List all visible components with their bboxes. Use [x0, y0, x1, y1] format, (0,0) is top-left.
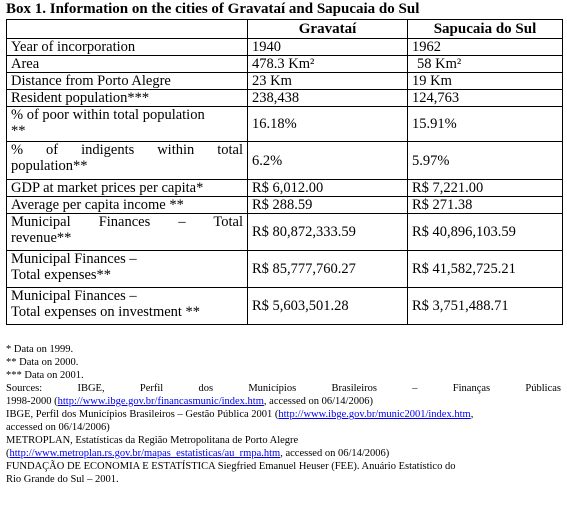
row-label: [7, 107, 248, 142]
table-row: [7, 288, 563, 325]
row-label: Resident population***: [7, 90, 248, 107]
gravatai-value: 478.3 Km²: [248, 56, 408, 73]
source-1-line2: [6, 395, 561, 408]
source-2-prefix: IBGE, Perfil dos Municípios Brasileiros – Gestão Pública 2001 (: [6, 409, 279, 420]
row-label-line1: Municipal Finances –: [11, 288, 137, 304]
src-word: –: [412, 383, 418, 394]
row-label-line1: % of poor within total population: [11, 107, 205, 123]
gravatai-value: R$ 6,012.00: [248, 180, 408, 197]
sapucaia-value: R$ 3,751,488.71: [408, 288, 563, 325]
ibge-financas-link[interactable]: http://www.ibge.gov.br/financasmunic/index.htm: [57, 396, 264, 407]
row-label-line2: population**: [11, 158, 88, 174]
row-label: Distance from Porto Alegre: [7, 73, 248, 90]
source-4-line1: FUNDAÇÃO DE ECONOMIA E ESTATÍSTICA Siegfried Emanuel Heuser (FEE). Anuário Estatístico do: [6, 461, 456, 472]
row-label: [7, 251, 248, 288]
source-1-line1: [6, 382, 561, 395]
table-row: [7, 73, 563, 90]
row-label: Area: [7, 56, 248, 73]
gravatai-value: 16.18%: [248, 107, 408, 142]
header-empty: [7, 20, 248, 39]
table-row: [7, 107, 563, 142]
footnotes: [6, 343, 561, 486]
gravatai-value: 6.2%: [248, 142, 408, 180]
row-label-line1: Municipal Finances – Total: [11, 214, 243, 230]
gravatai-value: R$ 288.59: [248, 197, 408, 214]
src-word: Perfil: [139, 383, 164, 394]
gravatai-value: R$ 5,603,501.28: [248, 288, 408, 325]
header-sapucaia: Sapucaia do Sul: [408, 20, 563, 39]
row-label: Year of incorporation: [7, 39, 248, 56]
row-label: GDP at market prices per capita*: [7, 180, 248, 197]
row-label-line1: % of indigents within total: [11, 142, 243, 158]
table-row: [7, 56, 563, 73]
note-1999: * Data on 1999.: [6, 344, 74, 355]
table-row: [7, 39, 563, 56]
sapucaia-value: 15.91%: [408, 107, 563, 142]
gravatai-value: R$ 80,872,333.59: [248, 214, 408, 251]
row-label-line2: revenue**: [11, 230, 72, 246]
row-label: [7, 288, 248, 325]
row-label-line2: **: [11, 123, 26, 139]
source-1-suffix: , accessed on 06/14/2006): [263, 396, 373, 407]
row-label-line2: Total expenses**: [11, 267, 112, 283]
source-3-suffix: , accessed on 06/14/2006): [280, 448, 390, 459]
box-title: Box 1. Information on the cities of Gravataí and Sapucaia do Sul: [6, 1, 420, 17]
source-2-suffix: ,: [470, 409, 474, 420]
sapucaia-value: 5.97%: [408, 142, 563, 180]
table-row: [7, 214, 563, 251]
row-label-line1: Municipal Finances –: [11, 251, 137, 267]
sapucaia-value: 19 Km: [408, 73, 563, 90]
sapucaia-value: 1962: [408, 39, 563, 56]
note-2001: *** Data on 2001.: [6, 370, 84, 381]
src-word: IBGE,: [77, 383, 105, 394]
gravatai-value: 238,438: [248, 90, 408, 107]
source-4-line2: Rio Grande do Sul – 2001.: [6, 474, 119, 485]
src-word: Brasileiros: [331, 383, 377, 394]
src-word: Sources:: [6, 383, 43, 394]
src-word: Finanças: [452, 383, 491, 394]
source-1-prefix: 1998-2000 (: [6, 396, 58, 407]
sapucaia-value: 58 Km²: [408, 56, 563, 73]
src-word: dos: [198, 383, 214, 394]
source-3-line2: [6, 447, 561, 460]
city-info-table: [6, 19, 563, 325]
row-label-line2: Total expenses on investment **: [11, 304, 201, 320]
header-row: [7, 20, 563, 39]
table-row: [7, 180, 563, 197]
sapucaia-value: R$ 40,896,103.59: [408, 214, 563, 251]
table-row: [7, 142, 563, 180]
row-label: Average per capita income **: [7, 197, 248, 214]
ibge-munic-link[interactable]: http://www.ibge.gov.br/munic2001/index.htm: [278, 409, 471, 420]
row-label: [7, 142, 248, 180]
sapucaia-value: R$ 271.38: [408, 197, 563, 214]
gravatai-value: 1940: [248, 39, 408, 56]
table-row: [7, 197, 563, 214]
row-label: [7, 214, 248, 251]
table-row: [7, 251, 563, 288]
gravatai-value: 23 Km: [248, 73, 408, 90]
metroplan-link[interactable]: http://www.metroplan.rs.gov.br/mapas_estatisticas/au_rmpa.htm: [9, 448, 281, 459]
src-word: Municípios: [248, 383, 297, 394]
sapucaia-value: R$ 7,221.00: [408, 180, 563, 197]
header-gravatai: Gravataí: [248, 20, 408, 39]
source-2-line2: accessed on 06/14/2006): [6, 422, 110, 433]
sapucaia-value: R$ 41,582,725.21: [408, 251, 563, 288]
table-row: [7, 90, 563, 107]
source-3-line1: METROPLAN, Estatísticas da Região Metropolitana de Porto Alegre: [6, 435, 299, 446]
note-2000: ** Data on 2000.: [6, 357, 79, 368]
sapucaia-value: 124,763: [408, 90, 563, 107]
src-word: Públicas: [525, 383, 561, 394]
gravatai-value: R$ 85,777,760.27: [248, 251, 408, 288]
source-2-line1: [6, 408, 561, 421]
source-3-prefix: (: [6, 448, 10, 459]
